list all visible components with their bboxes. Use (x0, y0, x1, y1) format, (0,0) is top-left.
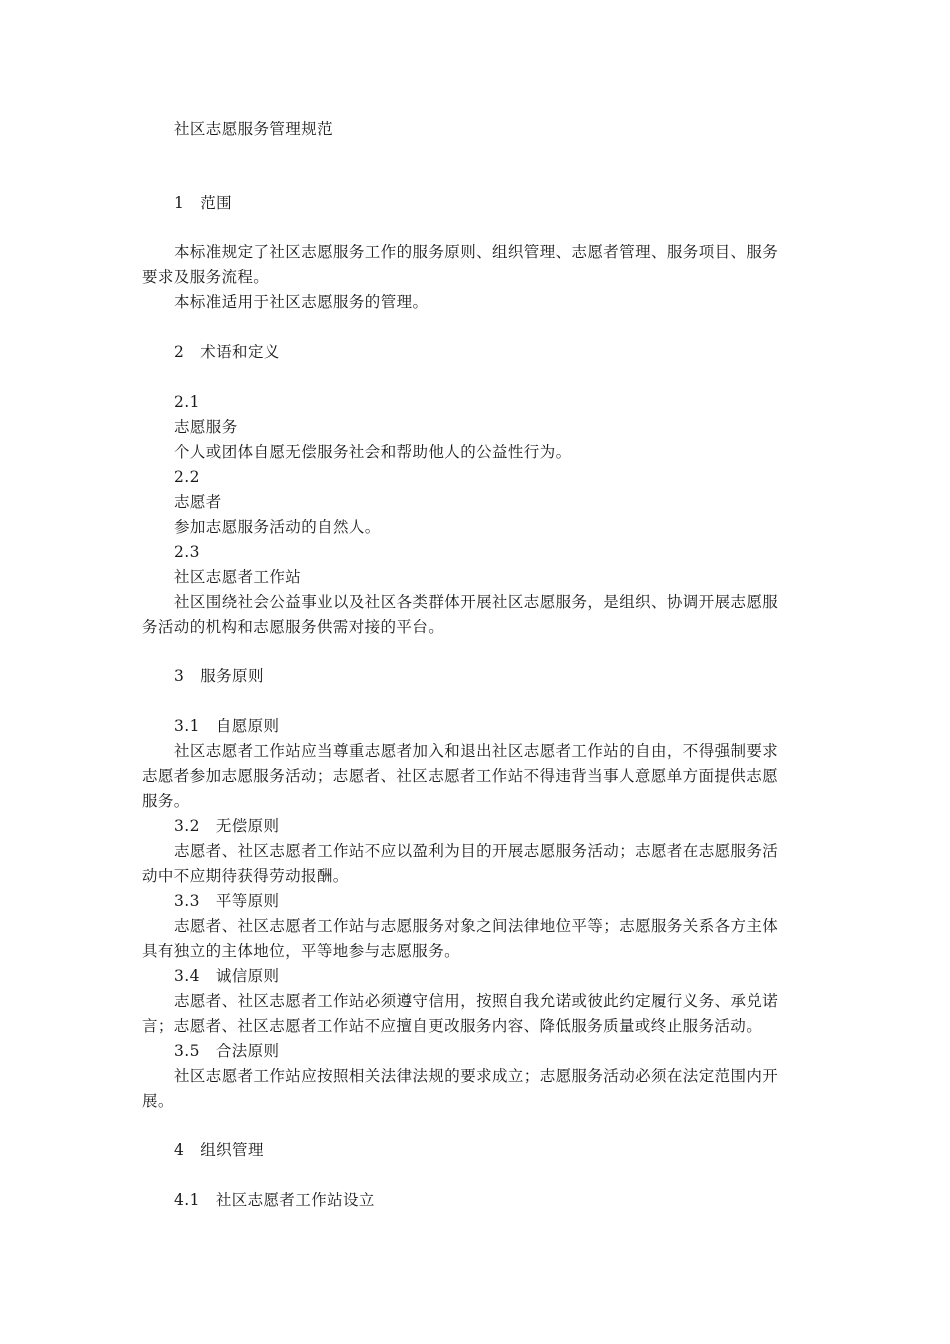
subsection-heading: 3.1 自愿原则 (174, 717, 280, 735)
subsection-heading: 3.5 合法原则 (174, 1042, 280, 1060)
paragraph-line: 言；志愿者、社区志愿者工作站不应擅自更改服务内容、降低服务质量或终止服务活动。 (142, 1017, 763, 1035)
section-4-heading: 4 组织管理 (174, 1141, 264, 1159)
term-name: 志愿服务 (174, 418, 238, 436)
term-definition: 社区围绕社会公益事业以及社区各类群体开展社区志愿服务，是组织、协调开展志愿服 (174, 593, 779, 611)
term-name: 志愿者 (174, 493, 222, 511)
subsection-heading: 3.4 诚信原则 (174, 967, 280, 985)
term-number: 2.1 (174, 393, 200, 411)
paragraph-line: 社区志愿者工作站应按照相关法律法规的要求成立；志愿服务活动必须在法定范围内开 (174, 1067, 779, 1085)
paragraph-line: 展。 (142, 1092, 174, 1110)
term-name: 社区志愿者工作站 (174, 568, 302, 586)
section-3-heading: 3 服务原则 (174, 667, 264, 685)
paragraph-line: 本标准规定了社区志愿服务工作的服务原则、组织管理、志愿者管理、服务项目、服务 (174, 243, 779, 261)
paragraph-line: 志愿者参加志愿服务活动；志愿者、社区志愿者工作站不得违背当事人意愿单方面提供志愿 (142, 767, 779, 785)
paragraph-line: 具有独立的主体地位，平等地参与志愿服务。 (142, 942, 461, 960)
paragraph-line: 服务。 (142, 792, 190, 810)
paragraph-line: 志愿者、社区志愿者工作站必须遵守信用，按照自我允诺或彼此约定履行义务、承兑诺 (174, 992, 779, 1010)
document-title: 社区志愿服务管理规范 (174, 120, 334, 138)
paragraph-line: 本标准适用于社区志愿服务的管理。 (174, 293, 429, 311)
term-number: 2.2 (174, 468, 200, 486)
paragraph-line: 志愿者、社区志愿者工作站与志愿服务对象之间法律地位平等；志愿服务关系各方主体 (174, 917, 779, 935)
paragraph-line: 社区志愿者工作站应当尊重志愿者加入和退出社区志愿者工作站的自由，不得强制要求 (174, 742, 779, 760)
term-number: 2.3 (174, 543, 200, 561)
section-1-heading: 1 范围 (174, 194, 233, 212)
subsection-heading: 4.1 社区志愿者工作站设立 (174, 1191, 375, 1209)
term-definition: 参加志愿服务活动的自然人。 (174, 518, 381, 536)
term-definition: 个人或团体自愿无偿服务社会和帮助他人的公益性行为。 (174, 443, 572, 461)
term-definition: 务活动的机构和志愿服务供需对接的平台。 (142, 618, 445, 636)
subsection-heading: 3.2 无偿原则 (174, 817, 280, 835)
paragraph-line: 要求及服务流程。 (142, 268, 270, 286)
section-2-heading: 2 术语和定义 (174, 343, 280, 361)
paragraph-line: 志愿者、社区志愿者工作站不应以盈利为目的开展志愿服务活动；志愿者在志愿服务活 (174, 842, 779, 860)
subsection-heading: 3.3 平等原则 (174, 892, 280, 910)
paragraph-line: 动中不应期待获得劳动报酬。 (142, 867, 349, 885)
